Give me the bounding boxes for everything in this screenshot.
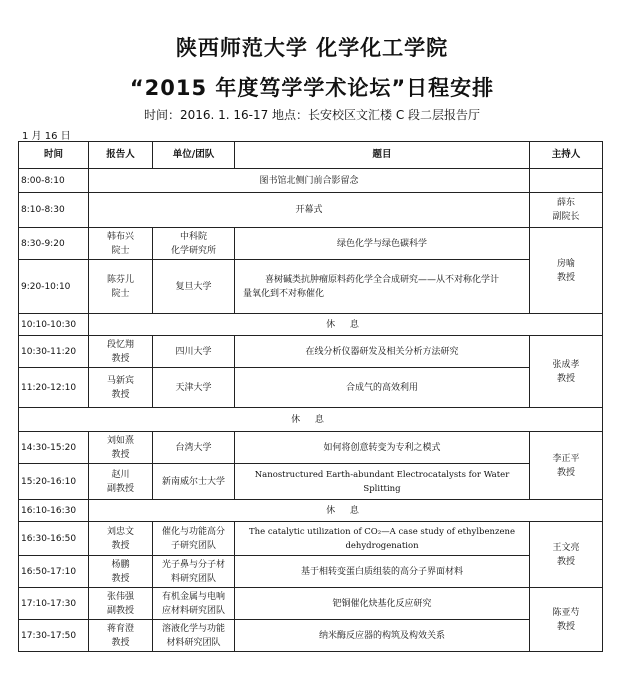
topic-cell: Nanostructured Earth-abundant Electrocatalysts for Water Splitting xyxy=(235,464,530,500)
time-cell: 8:00-8:10 xyxy=(19,169,89,193)
table-header-row xyxy=(19,142,603,169)
time-cell: 10:30-11:20 xyxy=(19,336,89,368)
table-row xyxy=(19,464,603,500)
column-header-org: 单位/团队 xyxy=(153,142,235,169)
org-cell: 溶液化学与功能 材料研究团队 xyxy=(153,620,235,652)
topic-cell: 在线分析仪器研发及相关分析方法研究 xyxy=(235,336,530,368)
time-cell: 17:10-17:30 xyxy=(19,588,89,620)
schedule-table xyxy=(18,141,603,652)
time-cell: 16:10-16:30 xyxy=(19,500,89,522)
break-cell: 休 息 xyxy=(19,408,603,432)
forum-title: “2015 年度笃学学术论坛”日程安排 xyxy=(129,76,495,100)
speaker-cell: 张伟强 副教授 xyxy=(89,588,153,620)
org-cell: 新南威尔士大学 xyxy=(153,464,235,500)
table-row xyxy=(19,228,603,260)
table-row xyxy=(19,336,603,368)
time-cell: 14:30-15:20 xyxy=(19,432,89,464)
speaker-cell: 赵川 副教授 xyxy=(89,464,153,500)
table-row xyxy=(19,500,603,522)
speaker-cell: 刘忠文 教授 xyxy=(89,522,153,556)
time-cell: 9:20-10:10 xyxy=(19,260,89,314)
org-cell: 复旦大学 xyxy=(153,260,235,314)
host-cell: 薛东 副院长 xyxy=(530,193,603,228)
speaker-cell: 刘如熹 教授 xyxy=(89,432,153,464)
org-cell: 四川大学 xyxy=(153,336,235,368)
host-cell: 陈亚芍 教授 xyxy=(530,588,603,652)
topic-cell: 合成气的高效利用 xyxy=(235,368,530,408)
table-row xyxy=(19,368,603,408)
time-cell: 16:30-16:50 xyxy=(19,522,89,556)
table-row xyxy=(19,556,603,588)
time-cell: 8:10-8:30 xyxy=(19,193,89,228)
org-cell: 光子鼻与分子材 料研究团队 xyxy=(153,556,235,588)
org-cell: 中科院 化学研究所 xyxy=(153,228,235,260)
date-label: 1 月 16 日 xyxy=(22,131,71,142)
topic-cell: 钯铜催化炔基化反应研究 xyxy=(235,588,530,620)
table-row xyxy=(19,314,603,336)
org-cell: 催化与功能高分 子研究团队 xyxy=(153,522,235,556)
column-header-time: 时间 xyxy=(19,142,89,169)
speaker-cell: 韩布兴 院士 xyxy=(89,228,153,260)
org-cell: 台湾大学 xyxy=(153,432,235,464)
time-cell: 11:20-12:10 xyxy=(19,368,89,408)
speaker-cell: 马新宾 教授 xyxy=(89,368,153,408)
table-row xyxy=(19,588,603,620)
org-cell: 天津大学 xyxy=(153,368,235,408)
table-row xyxy=(19,408,603,432)
table-row xyxy=(19,193,603,228)
break-cell: 休 息 xyxy=(89,314,603,336)
page-title: 陕西师范大学 化学化工学院 xyxy=(175,36,449,60)
host-cell: 李正平 教授 xyxy=(530,432,603,500)
table-row xyxy=(19,522,603,556)
host-cell: 王文亮 教授 xyxy=(530,522,603,588)
host-cell xyxy=(530,169,603,193)
topic-cell: 绿色化学与绿色碳科学 xyxy=(235,228,530,260)
topic-cell: 如何将创意转变为专利之模式 xyxy=(235,432,530,464)
topic-cell: 喜树碱类抗肿瘤原料药化学全合成研究——从不对称化学计 量氧化到不对称催化 xyxy=(235,260,530,314)
speaker-cell: 蒋育澄 教授 xyxy=(89,620,153,652)
table-row xyxy=(19,432,603,464)
table-row xyxy=(19,620,603,652)
table-row xyxy=(19,260,603,314)
column-header-topic: 题目 xyxy=(235,142,530,169)
time-cell: 16:50-17:10 xyxy=(19,556,89,588)
time-cell: 17:30-17:50 xyxy=(19,620,89,652)
topic-cell: The catalytic utilization of CO₂—A case study of ethylbenzene dehydrogenation xyxy=(235,522,530,556)
break-cell: 休 息 xyxy=(89,500,603,522)
time-cell: 8:30-9:20 xyxy=(19,228,89,260)
time-cell: 15:20-16:10 xyxy=(19,464,89,500)
topic-cell: 纳米酶反应器的构筑及构效关系 xyxy=(235,620,530,652)
speaker-cell: 段忆翔 教授 xyxy=(89,336,153,368)
host-cell: 房喻 教授 xyxy=(530,228,603,314)
topic-cell: 基于相转变蛋白质组装的高分子界面材料 xyxy=(235,556,530,588)
host-cell: 张成孝 教授 xyxy=(530,336,603,408)
event-cell: 图书馆北侧门前合影留念 xyxy=(89,169,530,193)
org-cell: 有机金属与电响 应材料研究团队 xyxy=(153,588,235,620)
time-location-info: 时间：2016. 1. 16-17 地点：长安校区文汇楼 C 段二层报告厅 xyxy=(143,108,481,122)
column-header-host: 主持人 xyxy=(530,142,603,169)
table-row xyxy=(19,169,603,193)
speaker-cell: 杨鹏 教授 xyxy=(89,556,153,588)
column-header-speaker: 报告人 xyxy=(89,142,153,169)
event-cell: 开幕式 xyxy=(89,193,530,228)
speaker-cell: 陈芬儿 院士 xyxy=(89,260,153,314)
time-cell: 10:10-10:30 xyxy=(19,314,89,336)
